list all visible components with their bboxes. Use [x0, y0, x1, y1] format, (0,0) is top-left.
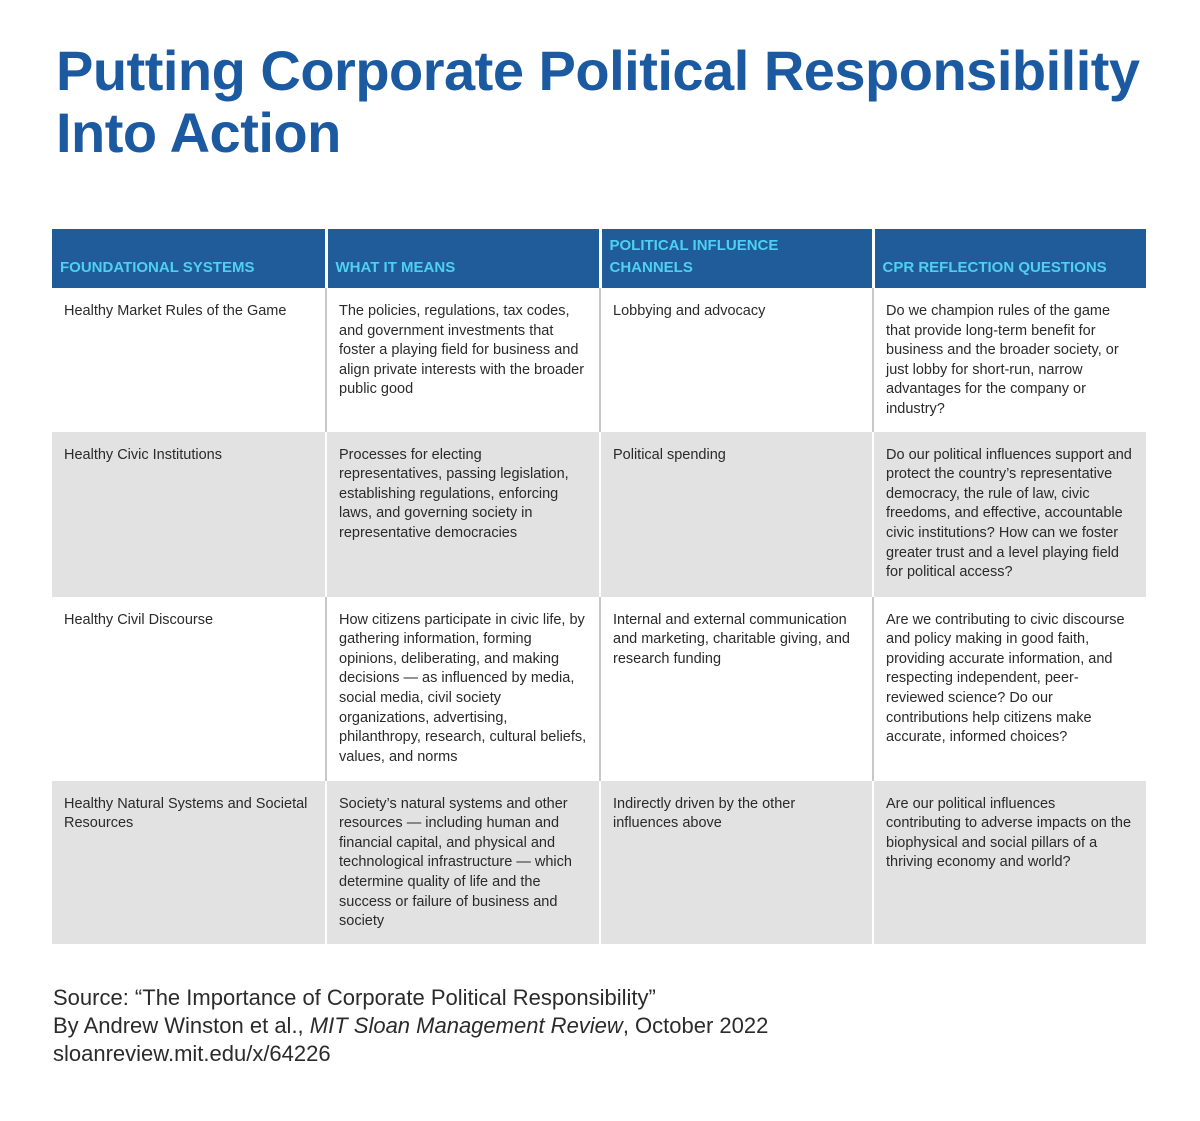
table-row: [52, 781, 1146, 944]
header-political-influence-channels: POLITICAL INFLUENCE CHANNELS: [600, 229, 873, 288]
cell-channels: Political spending: [600, 432, 873, 597]
cell-questions: Are our political influences contributing to adverse impacts on the biophysical and social pillars of a thriving economy and world?: [873, 781, 1146, 944]
cell-questions: Are we contributing to civic discourse and policy making in good faith, providing accurate information, and respecting independent, peer-reviewed science? Do our contributions help citizens make accurate, informed choices?: [873, 597, 1146, 781]
cell-meaning: The policies, regulations, tax codes, and government investments that foster a playing field for business and align private interests with the broader public good: [326, 288, 600, 432]
cell-meaning: Processes for electing representatives, passing legislation, establishing regulations, enforcing laws, and governing society in representative democracies: [326, 432, 600, 597]
cell-channels: Lobbying and advocacy: [600, 288, 873, 432]
table-row: [52, 288, 1146, 432]
header-what-it-means: WHAT IT MEANS: [326, 229, 600, 288]
cell-system: Healthy Natural Systems and Societal Resources: [52, 781, 326, 944]
author-line: [53, 1012, 1153, 1040]
cell-system: Healthy Market Rules of the Game: [52, 288, 326, 432]
cell-questions: Do we champion rules of the game that provide long-term benefit for business and the broader society, or just lobby for short-run, narrow advantages for the company or industry?: [873, 288, 1146, 432]
author-text: By Andrew Winston et al.,: [53, 1013, 310, 1038]
table-row: [52, 597, 1146, 781]
cell-system: Healthy Civic Institutions: [52, 432, 326, 597]
page-title: Putting Corporate Political Responsibility Into Action: [56, 39, 1140, 164]
header-cpr-reflection-questions: CPR REFLECTION QUESTIONS: [873, 229, 1146, 288]
cell-meaning: Society’s natural systems and other resources — including human and financial capital, and physical and technological infrastructure — which determine quality of life and the success or failure of business and society: [326, 781, 600, 944]
cell-questions: Do our political influences support and protect the country’s representative democracy, the rule of law, civic freedoms, and effective, accountable civic institutions? How can we foster greater trust and a level playing field for political access?: [873, 432, 1146, 597]
publication-name: MIT Sloan Management Review: [309, 1013, 623, 1038]
cpr-table: [52, 229, 1146, 944]
table-row: [52, 432, 1146, 597]
cell-channels: Internal and external communication and marketing, charitable giving, and research funding: [600, 597, 873, 781]
cell-channels: Indirectly driven by the other influences above: [600, 781, 873, 944]
publication-date: , October 2022: [622, 1013, 769, 1038]
source-url: sloanreview.mit.edu/x/64226: [53, 1041, 331, 1066]
cell-system: Healthy Civil Discourse: [52, 597, 326, 781]
cell-meaning: How citizens participate in civic life, by gathering information, forming opinions, deliberating, and making decisions — as influenced by media, social media, civil society organizations, advertising, philanthropy, research, cultural beliefs, values, and norms: [326, 597, 600, 781]
header-foundational-systems: FOUNDATIONAL SYSTEMS: [52, 229, 326, 288]
table-header-row: [52, 229, 1146, 288]
source-citation: [53, 984, 1153, 1068]
source-line: Source: “The Importance of Corporate Political Responsibility”: [53, 985, 656, 1010]
